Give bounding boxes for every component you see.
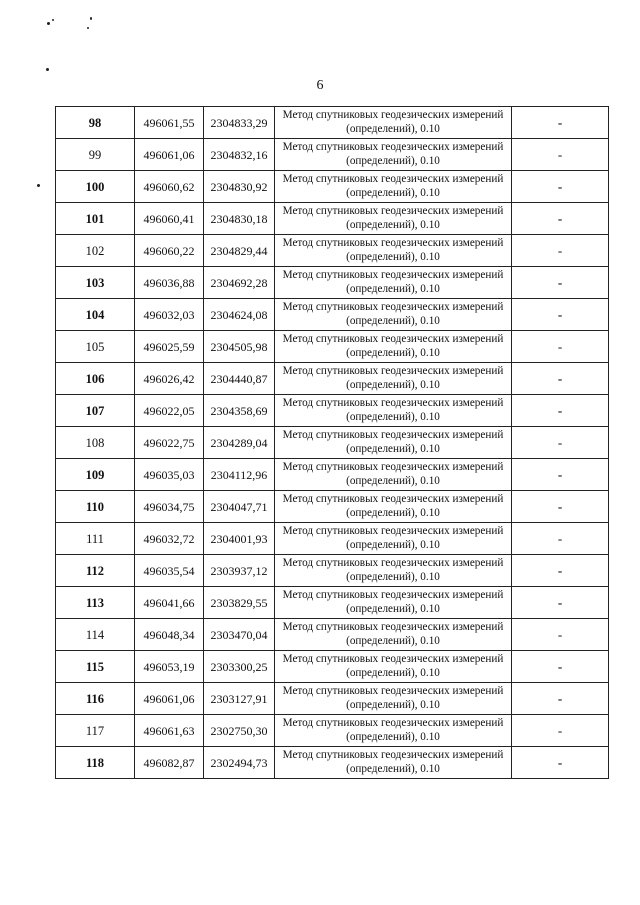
y-coordinate-cell: 2303127,91 [204, 683, 275, 715]
x-coordinate-cell: 496041,66 [135, 587, 204, 619]
table-row [56, 331, 609, 363]
y-coordinate-cell: 2303829,55 [204, 587, 275, 619]
method-line-1: Метод спутниковых геодезических измерений [282, 109, 504, 121]
method-cell [275, 395, 512, 427]
table-row [56, 299, 609, 331]
method-line-2: (определений), 0.10 [346, 378, 440, 391]
accuracy-cell: - [512, 427, 609, 459]
point-number-cell: 117 [56, 715, 135, 747]
method-cell [275, 651, 512, 683]
method-line-2: (определений), 0.10 [346, 506, 440, 519]
point-number-cell: 99 [56, 139, 135, 171]
point-number-cell: 100 [56, 171, 135, 203]
y-coordinate-cell: 2304001,93 [204, 523, 275, 555]
scan-speck [87, 27, 89, 29]
method-cell [275, 331, 512, 363]
table-row [56, 139, 609, 171]
point-number-cell: 111 [56, 523, 135, 555]
x-coordinate-cell: 496060,22 [135, 235, 204, 267]
y-coordinate-cell: 2302494,73 [204, 747, 275, 779]
method-line-2: (определений), 0.10 [346, 186, 440, 199]
method-cell [275, 619, 512, 651]
method-line-1: Метод спутниковых геодезических измерений [282, 333, 504, 345]
accuracy-cell: - [512, 395, 609, 427]
table-row [56, 235, 609, 267]
point-number-cell: 110 [56, 491, 135, 523]
table-row [56, 427, 609, 459]
method-line-2: (определений), 0.10 [346, 698, 440, 711]
accuracy-cell: - [512, 363, 609, 395]
method-line-1: Метод спутниковых геодезических измерений [282, 429, 504, 441]
y-coordinate-cell: 2303937,12 [204, 555, 275, 587]
table-row [56, 587, 609, 619]
method-cell [275, 267, 512, 299]
y-coordinate-cell: 2304692,28 [204, 267, 275, 299]
method-line-1: Метод спутниковых геодезических измерений [282, 205, 504, 217]
method-line-2: (определений), 0.10 [346, 474, 440, 487]
method-cell [275, 523, 512, 555]
method-line-1: Метод спутниковых геодезических измерений [282, 269, 504, 281]
y-coordinate-cell: 2302750,30 [204, 715, 275, 747]
y-coordinate-cell: 2304112,96 [204, 459, 275, 491]
y-coordinate-cell: 2304624,08 [204, 299, 275, 331]
y-coordinate-cell: 2303470,04 [204, 619, 275, 651]
accuracy-cell: - [512, 139, 609, 171]
method-line-2: (определений), 0.10 [346, 442, 440, 455]
point-number-cell: 102 [56, 235, 135, 267]
table-row [56, 715, 609, 747]
method-line-1: Метод спутниковых геодезических измерений [282, 301, 504, 313]
x-coordinate-cell: 496082,87 [135, 747, 204, 779]
accuracy-cell: - [512, 299, 609, 331]
method-cell [275, 299, 512, 331]
method-line-1: Метод спутниковых геодезических измерений [282, 237, 504, 249]
method-line-1: Метод спутниковых геодезических измерений [282, 749, 504, 761]
x-coordinate-cell: 496061,63 [135, 715, 204, 747]
method-cell [275, 459, 512, 491]
x-coordinate-cell: 496034,75 [135, 491, 204, 523]
y-coordinate-cell: 2304289,04 [204, 427, 275, 459]
x-coordinate-cell: 496060,41 [135, 203, 204, 235]
accuracy-cell: - [512, 171, 609, 203]
table-row [56, 171, 609, 203]
point-number-cell: 107 [56, 395, 135, 427]
method-line-2: (определений), 0.10 [346, 410, 440, 423]
point-number-cell: 98 [56, 107, 135, 139]
method-line-2: (определений), 0.10 [346, 122, 440, 135]
accuracy-cell: - [512, 459, 609, 491]
method-line-1: Метод спутниковых геодезических измерений [282, 557, 504, 569]
method-cell [275, 139, 512, 171]
y-coordinate-cell: 2304358,69 [204, 395, 275, 427]
point-number-cell: 105 [56, 331, 135, 363]
table-row [56, 491, 609, 523]
method-cell [275, 107, 512, 139]
x-coordinate-cell: 496061,06 [135, 139, 204, 171]
method-line-1: Метод спутниковых геодезических измерений [282, 493, 504, 505]
accuracy-cell: - [512, 683, 609, 715]
method-line-1: Метод спутниковых геодезических измерений [282, 461, 504, 473]
table-row [56, 555, 609, 587]
method-line-2: (определений), 0.10 [346, 346, 440, 359]
point-number-cell: 118 [56, 747, 135, 779]
scan-speck [47, 22, 50, 25]
method-cell [275, 235, 512, 267]
method-line-2: (определений), 0.10 [346, 666, 440, 679]
method-line-2: (определений), 0.10 [346, 762, 440, 775]
table-row [56, 107, 609, 139]
method-line-2: (определений), 0.10 [346, 602, 440, 615]
method-line-1: Метод спутниковых геодезических измерений [282, 589, 504, 601]
accuracy-cell: - [512, 619, 609, 651]
method-line-2: (определений), 0.10 [346, 538, 440, 551]
x-coordinate-cell: 496036,88 [135, 267, 204, 299]
x-coordinate-cell: 496035,03 [135, 459, 204, 491]
table-row [56, 523, 609, 555]
method-line-2: (определений), 0.10 [346, 634, 440, 647]
method-line-2: (определений), 0.10 [346, 218, 440, 231]
method-cell [275, 555, 512, 587]
table-row [56, 747, 609, 779]
x-coordinate-cell: 496026,42 [135, 363, 204, 395]
accuracy-cell: - [512, 747, 609, 779]
method-line-1: Метод спутниковых геодезических измерений [282, 525, 504, 537]
point-number-cell: 115 [56, 651, 135, 683]
y-coordinate-cell: 2304830,18 [204, 203, 275, 235]
accuracy-cell: - [512, 651, 609, 683]
scan-speck [46, 68, 49, 71]
y-coordinate-cell: 2304047,71 [204, 491, 275, 523]
accuracy-cell: - [512, 203, 609, 235]
method-line-1: Метод спутниковых геодезических измерений [282, 653, 504, 665]
x-coordinate-cell: 496022,75 [135, 427, 204, 459]
table-row [56, 203, 609, 235]
table-row [56, 395, 609, 427]
method-line-2: (определений), 0.10 [346, 154, 440, 167]
y-coordinate-cell: 2304832,16 [204, 139, 275, 171]
accuracy-cell: - [512, 331, 609, 363]
method-cell [275, 491, 512, 523]
accuracy-cell: - [512, 235, 609, 267]
point-number-cell: 114 [56, 619, 135, 651]
point-number-cell: 103 [56, 267, 135, 299]
method-cell [275, 683, 512, 715]
table-row [56, 267, 609, 299]
point-number-cell: 116 [56, 683, 135, 715]
x-coordinate-cell: 496025,59 [135, 331, 204, 363]
method-cell [275, 171, 512, 203]
method-line-1: Метод спутниковых геодезических измерений [282, 397, 504, 409]
method-cell [275, 715, 512, 747]
x-coordinate-cell: 496048,34 [135, 619, 204, 651]
table-row [56, 683, 609, 715]
x-coordinate-cell: 496022,05 [135, 395, 204, 427]
x-coordinate-cell: 496032,72 [135, 523, 204, 555]
method-cell [275, 587, 512, 619]
table-row [56, 363, 609, 395]
y-coordinate-cell: 2304505,98 [204, 331, 275, 363]
method-line-2: (определений), 0.10 [346, 282, 440, 295]
method-line-1: Метод спутниковых геодезических измерений [282, 717, 504, 729]
scan-speck [90, 17, 92, 20]
page-number: 6 [316, 78, 324, 93]
method-cell [275, 203, 512, 235]
method-line-2: (определений), 0.10 [346, 570, 440, 583]
accuracy-cell: - [512, 523, 609, 555]
point-number-cell: 113 [56, 587, 135, 619]
method-line-1: Метод спутниковых геодезических измерений [282, 365, 504, 377]
y-coordinate-cell: 2304829,44 [204, 235, 275, 267]
table-row [56, 619, 609, 651]
scan-speck [37, 184, 40, 187]
accuracy-cell: - [512, 715, 609, 747]
x-coordinate-cell: 496035,54 [135, 555, 204, 587]
accuracy-cell: - [512, 267, 609, 299]
point-number-cell: 101 [56, 203, 135, 235]
accuracy-cell: - [512, 491, 609, 523]
scan-speck [52, 19, 54, 21]
method-line-2: (определений), 0.10 [346, 314, 440, 327]
table-row [56, 459, 609, 491]
y-coordinate-cell: 2304830,92 [204, 171, 275, 203]
accuracy-cell: - [512, 587, 609, 619]
point-number-cell: 112 [56, 555, 135, 587]
method-line-1: Метод спутниковых геодезических измерений [282, 621, 504, 633]
point-number-cell: 104 [56, 299, 135, 331]
x-coordinate-cell: 496053,19 [135, 651, 204, 683]
y-coordinate-cell: 2303300,25 [204, 651, 275, 683]
x-coordinate-cell: 496061,55 [135, 107, 204, 139]
coordinates-table-body [56, 107, 609, 779]
y-coordinate-cell: 2304440,87 [204, 363, 275, 395]
x-coordinate-cell: 496060,62 [135, 171, 204, 203]
y-coordinate-cell: 2304833,29 [204, 107, 275, 139]
method-cell [275, 363, 512, 395]
method-line-1: Метод спутниковых геодезических измерений [282, 685, 504, 697]
method-line-2: (определений), 0.10 [346, 730, 440, 743]
x-coordinate-cell: 496032,03 [135, 299, 204, 331]
accuracy-cell: - [512, 107, 609, 139]
point-number-cell: 106 [56, 363, 135, 395]
method-cell [275, 747, 512, 779]
point-number-cell: 108 [56, 427, 135, 459]
method-line-1: Метод спутниковых геодезических измерений [282, 173, 504, 185]
method-line-2: (определений), 0.10 [346, 250, 440, 263]
point-number-cell: 109 [56, 459, 135, 491]
x-coordinate-cell: 496061,06 [135, 683, 204, 715]
table-row [56, 651, 609, 683]
method-cell [275, 427, 512, 459]
coordinates-table [55, 106, 609, 779]
method-line-1: Метод спутниковых геодезических измерений [282, 141, 504, 153]
accuracy-cell: - [512, 555, 609, 587]
